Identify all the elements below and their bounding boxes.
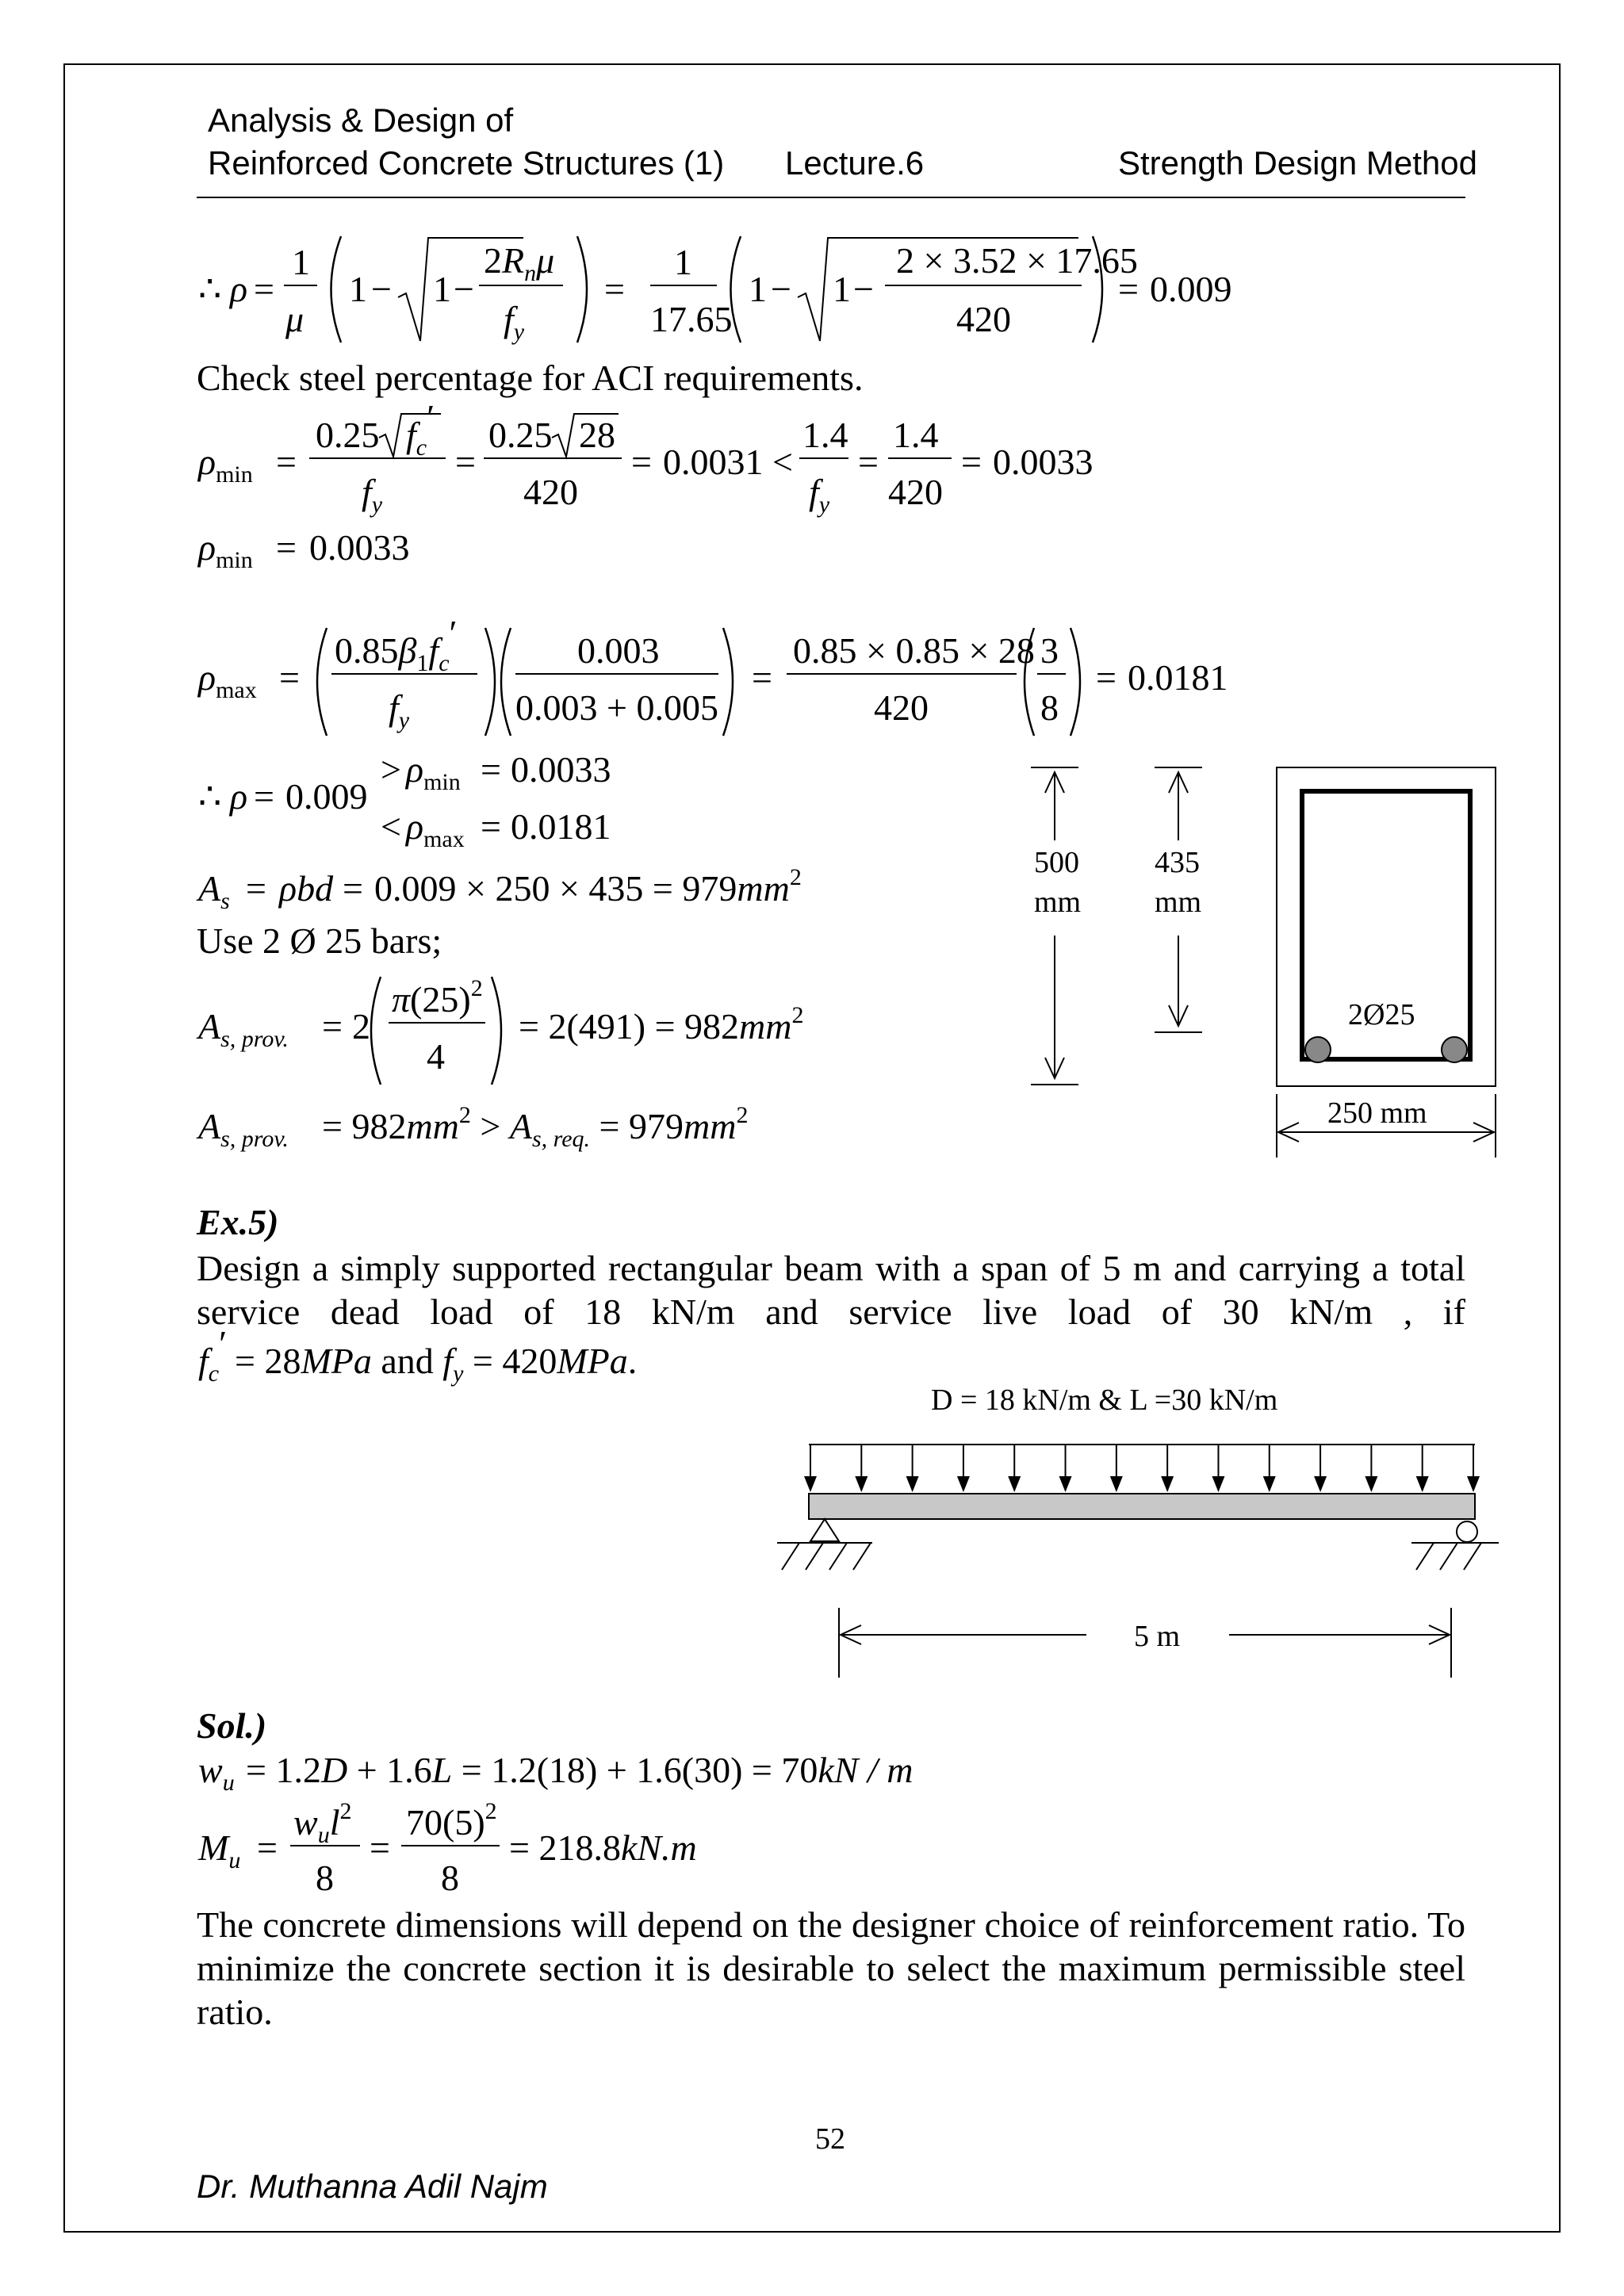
header-rule — [197, 197, 1465, 198]
svg-text:μ: μ — [285, 299, 304, 339]
as-prov-value: 982 — [684, 1006, 740, 1047]
rho-max-ratio-den: 8 — [1040, 687, 1059, 728]
svg-text:0.85β1fc′: $0.85\beta_1f_c'$ — [335, 618, 458, 676]
svg-text:=: = — [257, 1827, 278, 1868]
load-arrow — [804, 1445, 817, 1492]
svg-text:=: = — [254, 269, 274, 309]
load-arrow — [1212, 1445, 1224, 1492]
svg-text:8: 8 — [441, 1858, 459, 1898]
header-course-line2: Reinforced Concrete Structures (1) — [208, 144, 725, 182]
svg-text:= 218.8kN.m: = 218.8kN.m — [509, 1827, 697, 1868]
rho-max-ratio-num: 3 — [1040, 630, 1059, 671]
load-arrow — [855, 1445, 868, 1492]
check-sentence: Check steel percentage for ACI requirements. — [197, 358, 864, 398]
section-bars-label: 2Ø25 — [1348, 998, 1415, 1031]
beam-member — [809, 1494, 1475, 1519]
rho-rn-value: 3.52 — [952, 240, 1017, 281]
wu-dead: 18 — [549, 1750, 586, 1790]
svg-text:=: = — [370, 1827, 390, 1868]
example-text: Design a simply supported rectangular beam with a span of 5 m and carrying a total service dead load of 18 kN/m and service live load of 30 kN/m , if — [197, 1248, 1465, 1332]
rho-mu-value-2: 17.65 — [1055, 240, 1138, 281]
pin-support — [810, 1519, 839, 1541]
beam-span-label: 5 m — [1134, 1620, 1181, 1653]
example-heading: Ex.5) — [197, 1202, 279, 1242]
given-fy: 420 — [502, 1341, 557, 1381]
svg-text:=: = — [481, 806, 501, 847]
svg-text:wul2: $w_ul^2$ — [293, 1801, 352, 1848]
svg-text:1: 1 — [749, 269, 767, 309]
load-arrow — [1416, 1445, 1429, 1492]
as-compare-req: 979 — [628, 1106, 684, 1146]
as-prov-equation — [190, 967, 904, 1094]
svg-text:ρmin: $\rho_{min}$ — [198, 442, 253, 488]
svg-text:= 28MPa and fy = 420MPa.: = 28MPa and $f_y = 420MPa$. — [235, 1341, 638, 1387]
section-height-total: 500 — [1034, 846, 1079, 879]
as-req-value: 979 — [682, 868, 737, 909]
as-req-d: 435 — [588, 868, 644, 909]
rho-max-fy: 420 — [874, 687, 929, 728]
svg-text:fc′: $f_c'$ — [198, 1332, 228, 1387]
load-arrow — [957, 1445, 970, 1492]
svg-text:2Rnμ: $2R_n\mu$ — [484, 240, 555, 286]
simply-supported-beam-figure — [753, 1380, 1499, 1681]
header-topic: Strength Design Method — [1118, 144, 1477, 182]
svg-text:−: − — [454, 269, 474, 309]
svg-text:2 × 3.52 × 17.65: 2 × 3.52 × 17.65 — [896, 240, 1138, 281]
wu-factor-l: 1.6 — [386, 1750, 432, 1790]
rho-min-result — [190, 515, 587, 579]
svg-text:ρmax: $\rho_{max}$ — [406, 806, 465, 852]
svg-text:=: = — [631, 442, 652, 482]
header-course-line1: Analysis & Design of — [208, 101, 514, 139]
svg-text:ρ: ρ — [230, 269, 248, 309]
svg-text:=: = — [752, 657, 772, 698]
svg-text:As: $A_s$ — [198, 868, 230, 914]
svg-text:=: = — [276, 442, 297, 482]
given-fc: 28 — [264, 1341, 301, 1381]
rho-max-coef: 0.85 — [335, 630, 399, 671]
svg-text:fy: $f_y$ — [389, 687, 410, 733]
svg-text:=: = — [1096, 657, 1116, 698]
mu-span: 5 — [454, 1802, 473, 1843]
svg-text:0.009 × 250 × 435 = 979mm2: $0.009 \times 250 \times 435 = 979mm^2$ — [374, 864, 802, 909]
svg-text:8: 8 — [316, 1858, 334, 1898]
rho-result: 0.009 — [1150, 269, 1232, 309]
svg-text:ρmin: $\rho_{min}$ — [198, 527, 253, 573]
svg-text:=: = — [322, 1006, 343, 1047]
rho-check-value: 0.009 — [285, 776, 368, 817]
load-arrow — [1263, 1445, 1276, 1492]
mu-value: 218.8 — [538, 1827, 621, 1868]
as-prov-area-one: 491 — [578, 1006, 634, 1047]
roller-support — [1457, 1521, 1477, 1542]
as-req-rho: 0.009 — [374, 868, 457, 909]
svg-text:=: = — [481, 749, 501, 790]
svg-text:=: = — [343, 868, 363, 909]
rho-equation — [190, 222, 1300, 357]
concluding-paragraph: The concrete dimensions will depend on the designer choice of reinforcement ratio. To minimize the concrete section it is desirable to select the maximum permissible steel ratio. — [197, 1904, 1465, 2032]
svg-text:=: = — [455, 442, 476, 482]
svg-text:ρbd: ρbd — [279, 868, 334, 909]
as-compare-equation — [190, 1094, 904, 1158]
as-req-equation — [190, 856, 904, 920]
svg-text:π(25)2: $\pi(25)^2$ — [392, 975, 483, 1020]
svg-text:wu: $w_u$ — [198, 1750, 235, 1796]
section-height-eff-unit: mm — [1155, 886, 1202, 919]
solution-heading: Sol.) — [197, 1705, 267, 1746]
as-prov-dia: 25 — [422, 979, 459, 1020]
rho-max-value: 0.0181 — [1128, 657, 1228, 698]
wu-factor-l-2: 1.6 — [636, 1750, 682, 1790]
rho-min-result-value: 0.0033 — [309, 527, 410, 568]
rho-min-equation — [190, 406, 1142, 525]
page-number: 52 — [815, 2122, 845, 2156]
rho-max-strain-t: 0.005 — [636, 687, 718, 728]
rho-min-coef-2: 0.25 — [488, 415, 553, 455]
footer-author: Dr. Muthanna Adil Najm — [197, 2168, 548, 2205]
wu-value: 70 — [781, 1750, 818, 1790]
beam-load-label: D = 18 kN/m & L =30 kN/m — [931, 1383, 1278, 1417]
rho-max-equation — [190, 618, 1300, 745]
svg-text:4: 4 — [427, 1036, 445, 1077]
rho-max-strain-c: 0.003 — [577, 630, 660, 671]
rho-check — [190, 745, 745, 864]
wu-factor-d: 1.2 — [275, 1750, 321, 1790]
section-width-label: 250 mm — [1327, 1096, 1427, 1130]
svg-text:fy: $f_y$ — [504, 299, 525, 345]
rho-max-strain-c-2: 0.003 — [515, 687, 598, 728]
use-bars-text: Use 2 Ø 25 bars; — [197, 920, 442, 961]
svg-text:= 982mm2 > As, req. = 979mm2: = $982mm^2 > A_{s, req.} = 979mm^2$ — [322, 1102, 749, 1152]
svg-text:fy: $f_y$ — [362, 472, 383, 518]
rho-check-max: 0.0181 — [511, 806, 611, 847]
svg-text:>: > — [381, 749, 401, 790]
svg-text:1: 1 — [292, 242, 310, 282]
rho-min-fy-2: 420 — [888, 472, 943, 512]
svg-text:1: 1 — [349, 269, 367, 309]
rho-min-coef-b: 1.4 — [802, 415, 848, 455]
load-arrow — [1059, 1445, 1072, 1492]
rho-min-coef-b-2: 1.4 — [893, 415, 939, 455]
svg-text:<: < — [381, 806, 401, 847]
svg-text:fy: $f_y$ — [809, 472, 830, 518]
svg-text:=: = — [961, 442, 982, 482]
section-height-total-unit: mm — [1034, 886, 1082, 919]
svg-text:= 2(491) = 982mm2: = $2(491) = 982mm^2$ — [519, 1002, 804, 1047]
as-req-b: 250 — [495, 868, 550, 909]
as-compare-prov: 982 — [351, 1106, 407, 1146]
svg-text:=: = — [858, 442, 879, 482]
svg-text:=: = — [276, 527, 297, 568]
svg-text:−: − — [853, 269, 874, 309]
svg-text:70(5)2: $70(5)^2$ — [406, 1801, 497, 1843]
load-arrow — [1008, 1445, 1021, 1492]
svg-text:= 1.2D + 1.6L = 1.2(18) + 1.6(: = 1.2D + 1.6L = 1.2(18) + 1.6(30) = 70kN / m — [246, 1750, 914, 1790]
svg-text:∴: ∴ — [198, 776, 222, 817]
svg-text:ρmax: $\rho_{max}$ — [198, 657, 257, 703]
svg-text:−: − — [371, 269, 392, 309]
load-arrow — [906, 1445, 919, 1492]
rho-fy-value: 420 — [956, 299, 1011, 339]
rho-max-coef-a: 0.85 — [793, 630, 857, 671]
svg-text:Mu: $M_u$ — [198, 1827, 241, 1873]
svg-text:ρ: ρ — [230, 776, 248, 817]
moment-equation — [190, 1801, 904, 1904]
section-height-eff: 435 — [1155, 846, 1200, 879]
svg-text:fc′: $f_c'$ — [406, 406, 435, 461]
rho-min-value-a: 0.0031 — [663, 442, 764, 482]
svg-text:1: 1 — [674, 242, 692, 282]
rho-min-fy: 420 — [523, 472, 578, 512]
svg-text:∴: ∴ — [198, 269, 222, 309]
header-lecture: Lecture.6 — [785, 144, 925, 182]
svg-text:=: = — [604, 269, 625, 309]
rho-min-sqrt-value: 28 — [579, 415, 615, 455]
svg-text:=: = — [254, 776, 274, 817]
rho-mu-value: 17.65 — [650, 299, 733, 339]
mu-wu: 70 — [406, 1802, 442, 1843]
wu-live: 30 — [694, 1750, 731, 1790]
rho-check-min: 0.0033 — [511, 749, 611, 790]
rho-min-coef: 0.25 — [316, 415, 380, 455]
svg-text:0.003 + 0.005: 0.003 + 0.005 — [515, 687, 718, 728]
rebar-right — [1442, 1037, 1467, 1062]
svg-text:2: 2 — [352, 1006, 370, 1047]
svg-text:<: < — [772, 442, 793, 482]
svg-text:=: = — [246, 868, 266, 909]
distributed-load-arrows — [804, 1445, 1480, 1492]
load-arrow — [1314, 1445, 1327, 1492]
rho-max-fc: 28 — [998, 630, 1035, 671]
svg-text:=: = — [1118, 269, 1139, 309]
wu-factor-d-2: 1.2 — [491, 1750, 537, 1790]
factored-load-equation — [190, 1741, 1142, 1804]
svg-text:1: 1 — [433, 269, 451, 309]
svg-text:As, prov.: $A_{s, prov.}$ — [198, 1106, 289, 1152]
rho-min-value: 0.0033 — [993, 442, 1094, 482]
svg-text:ρmin: $\rho_{min}$ — [406, 749, 461, 795]
load-arrow — [1110, 1445, 1123, 1492]
beam-section-figure — [1015, 745, 1522, 1173]
svg-text:As, prov.: $A_{s, prov.}$ — [198, 1006, 289, 1052]
load-arrow — [1161, 1445, 1174, 1492]
load-arrow — [1365, 1445, 1377, 1492]
rebar-left — [1305, 1037, 1331, 1062]
svg-text:=: = — [279, 657, 300, 698]
rho-max-coef-b: 0.85 — [895, 630, 959, 671]
load-arrow — [1467, 1445, 1480, 1492]
svg-text:0.85 × 0.85 × 28: 0.85 × 0.85 × 28 — [793, 630, 1035, 671]
svg-text:1: 1 — [833, 269, 851, 309]
svg-text:−: − — [771, 269, 791, 309]
